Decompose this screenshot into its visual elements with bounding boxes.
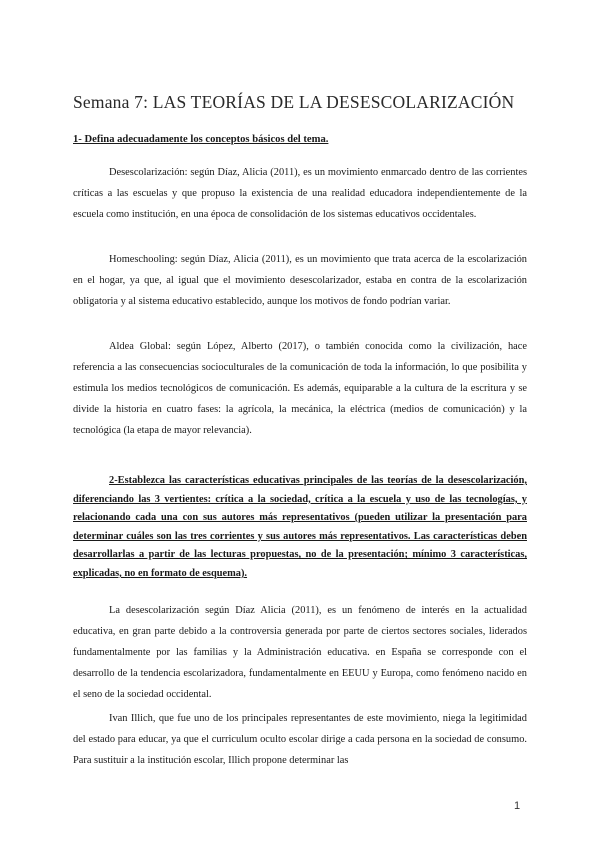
- page-number: 1: [514, 800, 521, 812]
- paragraph-desescolarizacion: Desescolarización: según Díaz, Alicia (2011), es un movimiento enmarcado dentro de las corrientes críticas a las escuelas y que propuso la existencia de una realidad educadora independientemente de la escuela como institución, en una época de consolidación de los sistemas educativos occidentales.: [73, 167, 527, 220]
- paragraph-desescolarizacion-intro: La desescolarización según Díaz Alicia (2011), es un fenómeno de interés en la actualidad educativa, en gran parte debido a la controversia generada por parte de ciertos sectores sociales, liderados fundamentalmente por las familias y la Administración educativa. en España se corresponde con el desarrollo de la tendencia escolarizadora, fundamentalmente en EEUU y Europa, como fenómeno nacido en el seno de la sociedad occidental.: [73, 605, 527, 700]
- page-title: Semana 7: LAS TEORÍAS DE LA DESESCOLARIZACIÓN: [73, 92, 515, 112]
- paragraph-aldea-global: Aldea Global: según López, Alberto (2017), o también conocida como la civilización, hace referencia a las consecuencias socioculturales de la comunicación de toda la información, lo que posibilita y estimula los medios tecnológicos de comunicación. Es además, equiparable a la cultura de la escritura y se divide la historia en cuatro fases: la agrícola, la mecánica, la eléctrica (medios de comunicación) y la tecnológica (la etapa de mayor relevancia).: [73, 341, 527, 436]
- paragraph-ivan-illich: Ivan Illich, que fue uno de los principales representantes de este movimiento, niega la legitimidad del estado para educar, ya que el curriculum oculto escolar dirige a cada persona en la sociedad de consumo. Para sustituir a la institución escolar, Illich propone determinar las: [73, 713, 527, 766]
- section-2-question: 2-Establezca las características educativas principales de las teorías de la desescolarización, diferenciando las 3 vertientes: crítica a la sociedad, crítica a la escuela y uso de las tecnologías, y relacionando cada una con sus autores más representativos (pueden utilizar la presentación para determinar cuáles son las tres corrientes y sus autores más representativos. Las características deben desarrollarlas a partir de las lecturas propuestas, no de la presentación; mínimo 3 características, explicadas, no en formato de esquema).: [73, 475, 527, 579]
- paragraph-homeschooling: Homeschooling: según Díaz, Alicia (2011), es un movimiento que trata acerca de la escolarización en el hogar, ya que, al igual que el movimiento desescolarizador, estaba en contra de la escolarización obligatoria y al sistema educativo establecido, aunque los motivos de fondo podrían variar.: [73, 254, 527, 307]
- section-1-heading: 1- Defina adecuadamente los conceptos básicos del tema.: [73, 134, 329, 145]
